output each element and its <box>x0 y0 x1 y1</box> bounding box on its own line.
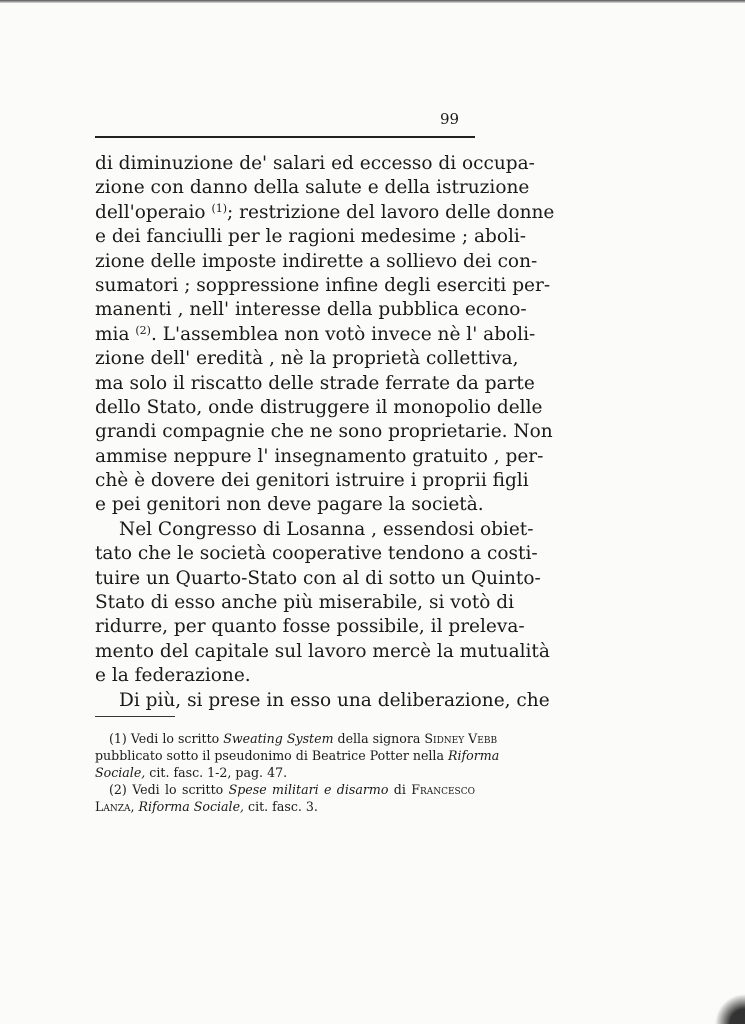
page-top-edge <box>0 0 745 3</box>
footnote-line <box>95 764 475 781</box>
text-segment: di diminuzione de' salari ed eccesso di occupa- <box>95 153 535 174</box>
text-segment: grandi compagnie che ne sono proprietarie. Non <box>95 421 553 443</box>
text-line <box>95 323 536 347</box>
text-line <box>95 274 551 298</box>
text-segment: e la federazione. <box>95 665 251 687</box>
footnote-line <box>95 747 500 764</box>
text-segment: manenti , nell' interesse della pubblica econo- <box>95 299 527 321</box>
text-segment: Riforma <box>447 748 500 763</box>
text-segment: zione con danno della salute e della istruzione <box>95 177 530 199</box>
text-segment: pubblicato sotto il pseudonimo di Beatrice Potter nella <box>95 748 448 763</box>
footnote-line <box>95 781 475 798</box>
text-line <box>95 640 550 664</box>
text-line <box>95 176 530 200</box>
text-segment: Sweating System <box>223 731 334 746</box>
text-line <box>95 250 538 274</box>
text-line <box>95 201 555 225</box>
text-segment: zione dell' eredità , nè la proprietà collettiva, <box>95 348 519 370</box>
text-segment: chè è dovere dei genitori istruire i proprii figli <box>95 470 529 492</box>
text-segment: ; restrizione del lavoro delle donne <box>227 201 555 223</box>
text-segment: Stato di esso anche più miserabile, si votò di <box>95 592 515 614</box>
text-line <box>95 542 538 566</box>
footnote-line <box>95 798 475 815</box>
footnote-line <box>95 730 498 747</box>
text-segment: Di più, si prese in esso una deliberazione, che <box>119 689 550 711</box>
text-line <box>95 689 550 713</box>
text-segment: mia <box>95 323 136 345</box>
footnotes <box>95 730 500 815</box>
text-segment: (1) Vedi lo scritto <box>109 731 224 746</box>
footnote-ref: (2) <box>135 323 151 337</box>
text-segment: Sidney Vebb <box>424 731 498 746</box>
text-line <box>95 615 525 639</box>
text-segment: Spese militari e disarmo <box>228 782 389 797</box>
text-line <box>95 664 475 688</box>
body-text <box>95 152 555 713</box>
text-segment: di <box>388 782 412 797</box>
header-rule <box>95 136 475 138</box>
text-line <box>95 469 529 493</box>
scan-artifact <box>705 994 745 1024</box>
text-line <box>95 591 515 615</box>
text-segment: e pei genitori non deve pagare la società. <box>95 494 484 516</box>
text-segment: . L'assemblea non votò invece nè l' aboli- <box>150 323 536 345</box>
text-segment: (2) Vedi lo scritto <box>109 782 229 797</box>
text-line <box>95 420 553 444</box>
text-segment: ridurre, per quanto fosse possibile, il preleva- <box>95 616 525 638</box>
text-segment: cit. fasc. 3. <box>244 799 318 814</box>
text-segment: tuire un Quarto-Stato con al di sotto un Quinto- <box>95 567 541 589</box>
text-segment: dello Stato, onde distruggere il monopolio delle <box>95 396 543 418</box>
page-number: 99 <box>440 110 460 128</box>
text-line <box>95 518 534 542</box>
text-segment: sumatori ; soppressione infine degli eserciti per- <box>95 274 551 296</box>
text-line <box>95 567 541 591</box>
text-segment: Francesco <box>411 782 475 797</box>
text-segment: Nel Congresso di Losanna , essendosi obiet- <box>119 518 534 540</box>
text-segment: cit. fasc. 1-2, pag. 47. <box>145 765 288 780</box>
text-line <box>95 225 527 249</box>
text-line <box>95 152 535 176</box>
text-line <box>95 347 519 371</box>
footnote-ref: (1) <box>211 201 228 215</box>
text-line <box>95 445 544 469</box>
text-segment: ammise neppure l' insegnamento gratuito , per- <box>95 445 544 467</box>
text-line <box>95 493 484 517</box>
text-segment: Lanza <box>95 799 131 814</box>
text-segment: e dei fanciulli per le ragioni medesime ; aboli- <box>95 226 527 248</box>
text-segment: dell'operaio <box>95 201 212 223</box>
text-segment: Riforma Sociale, <box>138 799 245 814</box>
text-segment: mento del capitale sul lavoro mercè la mutualità <box>95 640 550 662</box>
text-segment: ma solo il riscatto delle strade ferrate da parte <box>95 372 535 394</box>
text-segment: zione delle imposte indirette a sollievo dei con- <box>95 250 538 272</box>
text-line <box>95 372 535 396</box>
footnote-rule <box>95 716 175 717</box>
text-segment: , <box>130 799 139 814</box>
text-segment: della signora <box>333 731 425 746</box>
text-segment: Sociale, <box>95 765 146 780</box>
text-line <box>95 298 527 322</box>
text-segment: tato che le società cooperative tendono a costi- <box>95 543 538 565</box>
text-line <box>95 396 543 420</box>
